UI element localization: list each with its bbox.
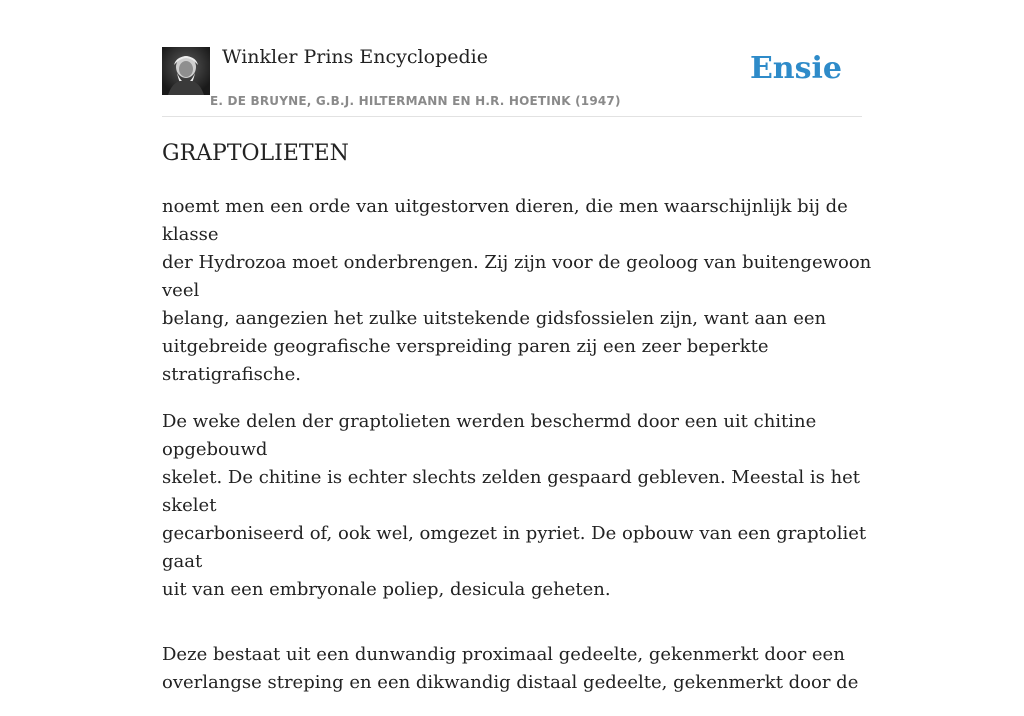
- source-authors: E. DE BRUYNE, G.B.J. HILTERMANN EN H.R. HOETINK (1947): [210, 94, 621, 108]
- lemma-title: GRAPTOLIETEN: [162, 141, 349, 166]
- source-header: [162, 40, 862, 117]
- article-body: [162, 193, 882, 716]
- brand-logo[interactable]: Ensie: [749, 51, 842, 86]
- article-paragraph: Deze bestaat uit een dunwandig proximaal gedeelte, gekenmerkt door een overlangse streping en een dikwandig distaal gedeelte, gekenmerkt door de: [162, 644, 859, 693]
- portrait-icon: [162, 47, 210, 95]
- article-paragraph: De weke delen der graptolieten werden beschermd door een uit chitine opgebouwd skelet. De chitine is echter slechts zelden gespaard gebleven. Meestal is het skelet gecarboniseerd of, ook wel, omgezet in pyriet. De opbouw van een graptoliet gaat uit van een embryonale poliep, desicula geheten.: [162, 411, 867, 600]
- source-title[interactable]: Winkler Prins Encyclopedie: [222, 46, 488, 68]
- article-paragraph: noemt men een orde van uitgestorven dieren, die men waarschijnlijk bij de klasse der Hydrozoa moet onderbrengen. Zij zijn voor de geoloog van buitengewoon veel belang, aangezien het zulke uitstekende gidsfossielen zijn, want aan een uitgebreide geografische verspreiding paren zij een zeer beperkte stratigrafische.: [162, 196, 872, 385]
- author-avatar[interactable]: [162, 47, 210, 95]
